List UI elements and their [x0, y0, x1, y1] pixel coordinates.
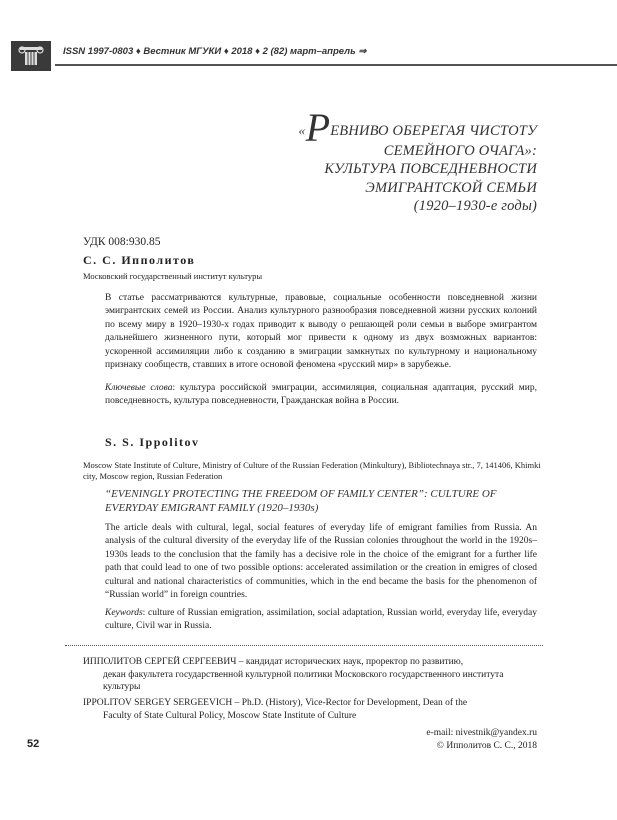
abstract-ru: В статье рассматриваются культурные, правовые, социальные особенности повседневной жизни эмигрантских семей из России. Анализ культурного разнообразия повседневной жизни русских колоний по всему миру в 1920–1930-х годах приводит к выводу о решающей роли семьи в выборе эмигрантом дальнейшего жизненного пути, который мог привести к одному из двух возможных вариантов: ускоренной ассимиляции либо к созданию в эмиграции замкнутых по культурному и национальному признаку сообществ, ставших в итоге основой феномена «русский мир» в зарубежье. [105, 293, 537, 371]
author-name-en: S. S. Ippolitov [105, 435, 200, 449]
bio-ru-first: ИППОЛИТОВ СЕРГЕЙ СЕРГЕЕВИЧ – кандидат исторических наук, проректор по развитию, [83, 657, 464, 667]
title-line-1: ЕВНИВО ОБЕРЕГАЯ ЧИСТОТУ [330, 123, 537, 139]
author-name-ru: С. С. Ипполитов [83, 253, 196, 267]
keywords-en [105, 607, 537, 634]
title-line-2: СЕМЕЙНОГО ОЧАГА»: [383, 142, 537, 159]
author-bio-ru [83, 656, 538, 694]
keywords-ru-label: Ключевые слова [105, 383, 173, 393]
affiliation-ru: Московский государственный институт культуры [83, 271, 263, 281]
title-line-4: ЭМИГРАНТСКОЙ СЕМЬИ [365, 179, 537, 196]
keywords-en-label: Keywords [105, 608, 143, 618]
keywords-en-text: : culture of Russian emigration, assimilation, social adaptation, Russian world, everyday life, everyday culture, Civil war in Russia. [105, 608, 537, 632]
author-bio-en [83, 697, 538, 722]
copyright-notice: © Ипполитов С. С., 2018 [436, 740, 537, 751]
bio-ru-rest: декан факультета государственной культурной политики Московского государственного института культуры [103, 669, 504, 692]
title-line-3: КУЛЬТУРА ПОВСЕДНЕВНОСТИ [324, 161, 537, 177]
email-address: e-mail: nivestnik@yandex.ru [426, 728, 537, 738]
bio-en-rest: Faculty of State Cultural Policy, Moscow State Institute of Culture [103, 710, 357, 721]
header-rule [55, 64, 617, 66]
contact-block [426, 727, 537, 752]
title-open-quote: « [298, 124, 306, 139]
journal-header: ISSN 1997-0803 ♦ Вестник МГУКИ ♦ 2018 ♦ 2 (82) март–апрель ⇒ [63, 46, 367, 57]
title-line-5: (1920–1930-е годы) [413, 198, 537, 214]
keywords-ru [105, 382, 537, 409]
affiliation-en: Moscow State Institute of Culture, Ministry of Culture of the Russian Federation (Minkultury), Bibliotechnaya str., 7, 141406, Khimki city, Moscow region, Russian Federation [83, 460, 541, 481]
abstract-en: The article deals with cultural, legal, social features of everyday life of emigrant families from Russia. An analysis of the cultural diversity of the everyday life of the Russian colonies throughout the world in the 1920s–1930s leads to the conclusion that the family has a decisive role in the choice of the emigrant for a further life path that could lead to one of two possible options: accelerated assimilation or the creation in emigres of closed cultural and national characteristics of communities, which in the end became the basis for the phenomenon of “Russian world” in foreign countries. [105, 523, 537, 601]
title-drop-cap: Р [305, 105, 331, 150]
bio-en-first: IPPOLITOV SERGEY SERGEEVICH – Ph.D. (History), Vice-Rector for Development, Dean of the [83, 698, 468, 708]
separator-dotted [65, 645, 543, 646]
journal-logo [11, 41, 51, 71]
article-title-en: “EVENINGLY PROTECTING THE FREEDOM OF FAMILY CENTER”: CULTURE OF EVERYDAY EMIGRANT FAMILY (1920–1930s) [105, 488, 497, 514]
keywords-ru-text: : культура российской эмиграции, ассимиляция, социальная адаптация, русский мир, повседневность, культура повседневности, Гражданская война в России. [105, 383, 537, 407]
page-number: 52 [27, 738, 40, 750]
udk-code: УДК 008:930.85 [83, 236, 161, 248]
article-title-ru [298, 105, 537, 216]
